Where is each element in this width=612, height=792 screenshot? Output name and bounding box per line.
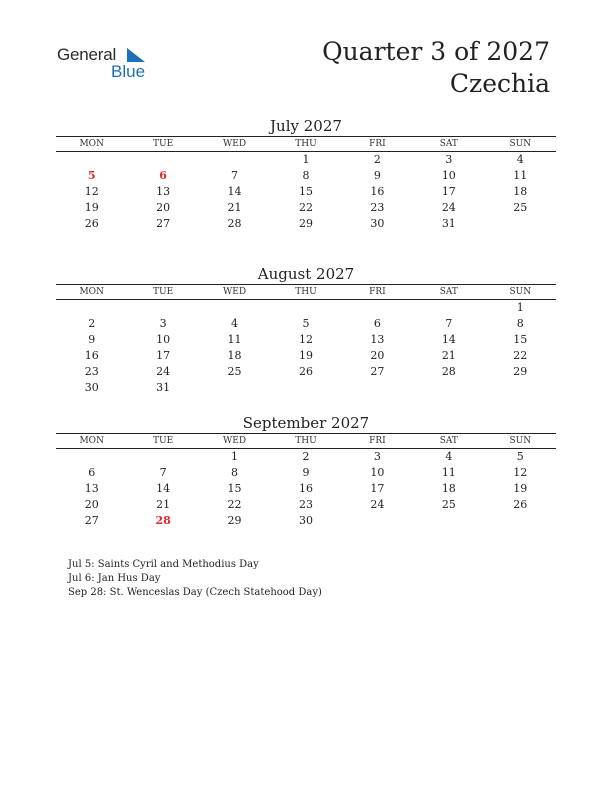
- weekday-header: SUN: [485, 434, 556, 449]
- day-cell: 25: [513, 201, 528, 214]
- empty-day-cell: [413, 513, 484, 529]
- day-cell: 4: [231, 317, 239, 330]
- empty-day-cell: [413, 380, 484, 396]
- weekday-header: MON: [56, 137, 127, 152]
- day-cell: 26: [513, 498, 528, 511]
- day-cell: 14: [227, 185, 242, 198]
- day-cell: 31: [156, 381, 171, 394]
- empty-day-cell: [199, 300, 270, 317]
- week-row: [56, 200, 556, 216]
- weekday-header: TUE: [127, 434, 198, 449]
- weekday-header: THU: [270, 137, 341, 152]
- day-cell: 7: [445, 317, 453, 330]
- month-title: July 2027: [270, 117, 342, 135]
- day-cell: 15: [513, 333, 528, 346]
- day-cell: 29: [298, 217, 313, 230]
- week-row: [56, 513, 556, 529]
- day-cell: 1: [302, 153, 310, 166]
- holiday-day-cell: 5: [87, 169, 96, 182]
- logo: [57, 42, 167, 82]
- day-cell: 23: [298, 498, 313, 511]
- month-title: August 2027: [257, 265, 355, 283]
- month-july: [56, 116, 556, 232]
- weekday-header: SUN: [485, 285, 556, 300]
- day-cell: 12: [513, 466, 528, 479]
- day-cell: 10: [156, 333, 171, 346]
- day-cell: 9: [373, 169, 381, 182]
- day-cell: 8: [231, 466, 239, 479]
- day-cell: 23: [84, 365, 99, 378]
- day-cell: 14: [156, 482, 171, 495]
- day-cell: 14: [441, 333, 456, 346]
- weekday-header: THU: [270, 434, 341, 449]
- day-cell: 21: [441, 349, 456, 362]
- day-cell: 9: [302, 466, 310, 479]
- weekday-header: SUN: [485, 137, 556, 152]
- calendar-grid: [56, 284, 556, 396]
- empty-day-cell: [413, 300, 484, 317]
- day-cell: 20: [84, 498, 99, 511]
- day-cell: 21: [227, 201, 242, 214]
- week-row: [56, 152, 556, 169]
- weekday-header: SAT: [413, 434, 484, 449]
- day-cell: 5: [516, 450, 524, 463]
- day-cell: 28: [227, 217, 242, 230]
- day-cell: 28: [441, 365, 456, 378]
- holiday-note: Jul 5: Saints Cyril and Methodius Day: [68, 559, 259, 570]
- day-cell: 27: [370, 365, 385, 378]
- month-august: [56, 264, 556, 396]
- day-cell: 30: [84, 381, 99, 394]
- empty-day-cell: [342, 513, 413, 529]
- day-cell: 12: [298, 333, 313, 346]
- empty-day-cell: [270, 300, 341, 317]
- day-cell: 29: [513, 365, 528, 378]
- day-cell: 8: [302, 169, 310, 182]
- empty-day-cell: [127, 152, 198, 169]
- day-cell: 6: [88, 466, 96, 479]
- day-cell: 11: [441, 466, 456, 479]
- day-cell: 13: [84, 482, 99, 495]
- day-cell: 20: [156, 201, 171, 214]
- empty-day-cell: [485, 216, 556, 232]
- day-cell: 27: [84, 514, 99, 527]
- day-cell: 30: [298, 514, 313, 527]
- day-cell: 12: [84, 185, 99, 198]
- day-cell: 17: [370, 482, 385, 495]
- day-cell: 3: [445, 153, 453, 166]
- day-cell: 4: [445, 450, 453, 463]
- weekday-header: THU: [270, 285, 341, 300]
- holiday-day-cell: 6: [159, 169, 167, 182]
- day-cell: 22: [513, 349, 528, 362]
- day-cell: 23: [370, 201, 385, 214]
- calendar-grid: [56, 433, 556, 529]
- day-cell: 1: [231, 450, 239, 463]
- week-row: [56, 216, 556, 232]
- week-row: [56, 300, 556, 317]
- week-row: [56, 449, 556, 466]
- weekday-header: WED: [199, 285, 270, 300]
- day-cell: 11: [513, 169, 528, 182]
- quarter-title: Quarter 3 of 2027: [322, 37, 550, 66]
- calendar-grid: [56, 136, 556, 232]
- day-cell: 18: [227, 349, 242, 362]
- logo-general-text: General: [57, 45, 117, 64]
- day-cell: 16: [298, 482, 313, 495]
- empty-day-cell: [127, 300, 198, 317]
- week-row: [56, 497, 556, 513]
- day-cell: 17: [441, 185, 456, 198]
- day-cell: 24: [156, 365, 171, 378]
- empty-day-cell: [342, 380, 413, 396]
- day-cell: 10: [441, 169, 456, 182]
- day-cell: 3: [159, 317, 167, 330]
- empty-day-cell: [56, 152, 127, 169]
- week-row: [56, 316, 556, 332]
- day-cell: 22: [227, 498, 242, 511]
- day-cell: 8: [516, 317, 524, 330]
- day-cell: 11: [227, 333, 242, 346]
- day-cell: 3: [373, 450, 381, 463]
- weekday-header: SAT: [413, 285, 484, 300]
- day-cell: 22: [298, 201, 313, 214]
- empty-day-cell: [485, 513, 556, 529]
- day-cell: 7: [159, 466, 167, 479]
- week-row: [56, 168, 556, 184]
- weekday-header: MON: [56, 285, 127, 300]
- day-cell: 25: [227, 365, 242, 378]
- holiday-notes: [68, 558, 322, 600]
- day-cell: 19: [84, 201, 99, 214]
- weekday-header: FRI: [342, 434, 413, 449]
- day-cell: 18: [441, 482, 456, 495]
- weekday-header: TUE: [127, 137, 198, 152]
- weekday-header: WED: [199, 434, 270, 449]
- holiday-note: Jul 6: Jan Hus Day: [68, 573, 161, 584]
- day-cell: 26: [298, 365, 313, 378]
- day-cell: 9: [88, 333, 96, 346]
- day-cell: 29: [227, 514, 242, 527]
- weekday-header: MON: [56, 434, 127, 449]
- month-september: [56, 413, 556, 529]
- day-cell: 2: [373, 153, 381, 166]
- empty-day-cell: [199, 380, 270, 396]
- day-cell: 17: [156, 349, 171, 362]
- week-row: [56, 364, 556, 380]
- week-row: [56, 465, 556, 481]
- day-cell: 15: [298, 185, 313, 198]
- empty-day-cell: [199, 152, 270, 169]
- weekday-header: FRI: [342, 137, 413, 152]
- day-cell: 10: [370, 466, 385, 479]
- empty-day-cell: [56, 449, 127, 466]
- day-cell: 13: [156, 185, 171, 198]
- empty-day-cell: [56, 300, 127, 317]
- week-row: [56, 348, 556, 364]
- day-cell: 30: [370, 217, 385, 230]
- empty-day-cell: [342, 300, 413, 317]
- day-cell: 4: [516, 153, 524, 166]
- weekday-header: WED: [199, 137, 270, 152]
- weekday-header: FRI: [342, 285, 413, 300]
- country-title: Czechia: [449, 69, 550, 98]
- day-cell: 20: [370, 349, 385, 362]
- day-cell: 16: [370, 185, 385, 198]
- empty-day-cell: [127, 449, 198, 466]
- day-cell: 18: [513, 185, 528, 198]
- day-cell: 19: [298, 349, 313, 362]
- day-cell: 2: [302, 450, 310, 463]
- week-row: [56, 481, 556, 497]
- day-cell: 26: [84, 217, 99, 230]
- week-row: [56, 184, 556, 200]
- empty-day-cell: [485, 380, 556, 396]
- day-cell: 7: [231, 169, 239, 182]
- page-title: [322, 36, 550, 100]
- day-cell: 15: [227, 482, 242, 495]
- day-cell: 19: [513, 482, 528, 495]
- day-cell: 16: [84, 349, 99, 362]
- day-cell: 27: [156, 217, 171, 230]
- weekday-header: SAT: [413, 137, 484, 152]
- day-cell: 2: [88, 317, 96, 330]
- day-cell: 24: [441, 201, 456, 214]
- empty-day-cell: [270, 380, 341, 396]
- day-cell: 5: [302, 317, 310, 330]
- day-cell: 21: [156, 498, 171, 511]
- logo-blue-text: Blue: [111, 62, 146, 81]
- holiday-note: Sep 28: St. Wenceslas Day (Czech Statehood Day): [68, 587, 322, 598]
- weekday-header: TUE: [127, 285, 198, 300]
- day-cell: 13: [370, 333, 385, 346]
- week-row: [56, 332, 556, 348]
- week-row: [56, 380, 556, 396]
- month-title: September 2027: [242, 414, 370, 432]
- day-cell: 25: [441, 498, 456, 511]
- day-cell: 24: [370, 498, 385, 511]
- day-cell: 31: [441, 217, 456, 230]
- day-cell: 6: [373, 317, 381, 330]
- holiday-day-cell: 28: [155, 514, 171, 527]
- day-cell: 1: [516, 301, 524, 314]
